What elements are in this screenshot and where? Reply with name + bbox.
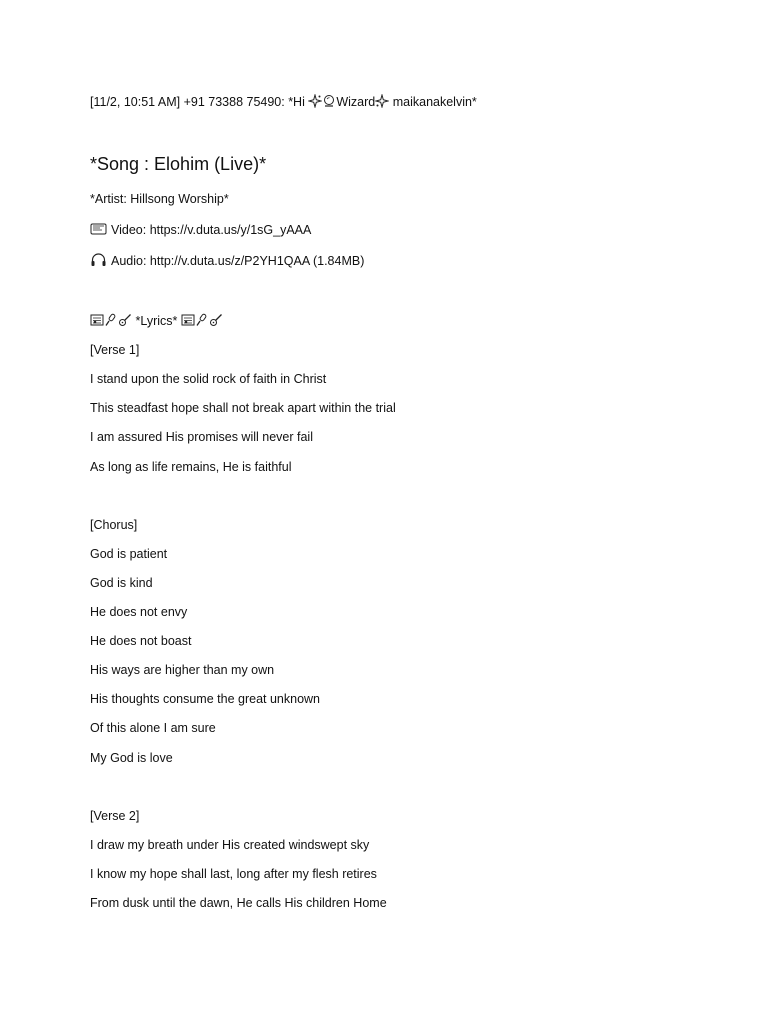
user-handle: maikanakelvin* (389, 95, 477, 109)
video-link[interactable]: Video: https://v.duta.us/y/1sG_yAAA (111, 223, 312, 237)
lyric-line: God is kind (90, 576, 153, 590)
lyric-line: His ways are higher than my own (90, 663, 275, 677)
song-artist: *Artist: Hillsong Worship* (90, 192, 229, 206)
message-meta: [11/2, 10:51 AM] +91 73388 75490: *Hi (90, 95, 309, 109)
lyric-line: I draw my breath under His created windswept sky (90, 838, 370, 852)
lyric-line: He does not boast (90, 634, 192, 648)
audio-line (90, 253, 364, 269)
lyric-line: I am assured His promises will never fail (90, 430, 313, 444)
lyric-line: God is patient (90, 547, 168, 561)
wizard-name: Wizard (336, 95, 376, 109)
lyric-line: I stand upon the solid rock of faith in Christ (90, 372, 327, 386)
headphones-icon (90, 253, 107, 267)
video-line (90, 222, 311, 238)
guitar-icon (118, 313, 132, 327)
microphone-icon (104, 313, 118, 327)
lyrics-label: *Lyrics* (132, 314, 181, 328)
microphone-icon (195, 313, 209, 327)
song-title: *Song : Elohim (Live)* (90, 154, 267, 174)
lyric-line: Of this alone I am sure (90, 721, 216, 735)
guitar-icon (209, 313, 223, 327)
message-header (90, 94, 477, 110)
audio-link[interactable]: Audio: http://v.duta.us/z/P2YH1QAA (1.84MB) (111, 254, 365, 268)
lyric-line: From dusk until the dawn, He calls His children Home (90, 896, 387, 910)
lyric-line: This steadfast hope shall not break apart within the trial (90, 401, 396, 415)
sparkle-icon (375, 94, 389, 108)
lyric-line: I know my hope shall last, long after my flesh retires (90, 867, 377, 881)
music-score-icon (181, 313, 195, 327)
lyric-line: As long as life remains, He is faithful (90, 460, 292, 474)
chorus-label: [Chorus] (90, 518, 138, 532)
music-score-icon (90, 313, 104, 327)
lyrics-heading (90, 313, 223, 329)
lyric-line: My God is love (90, 751, 173, 765)
crystal-ball-icon (322, 94, 336, 108)
video-icon (90, 222, 107, 236)
lyric-line: He does not envy (90, 605, 188, 619)
document-page (90, 0, 730, 1024)
verse2-label: [Verse 2] (90, 809, 140, 823)
sparkle-icon (308, 94, 322, 108)
lyric-line: His thoughts consume the great unknown (90, 692, 320, 706)
verse1-label: [Verse 1] (90, 343, 140, 357)
